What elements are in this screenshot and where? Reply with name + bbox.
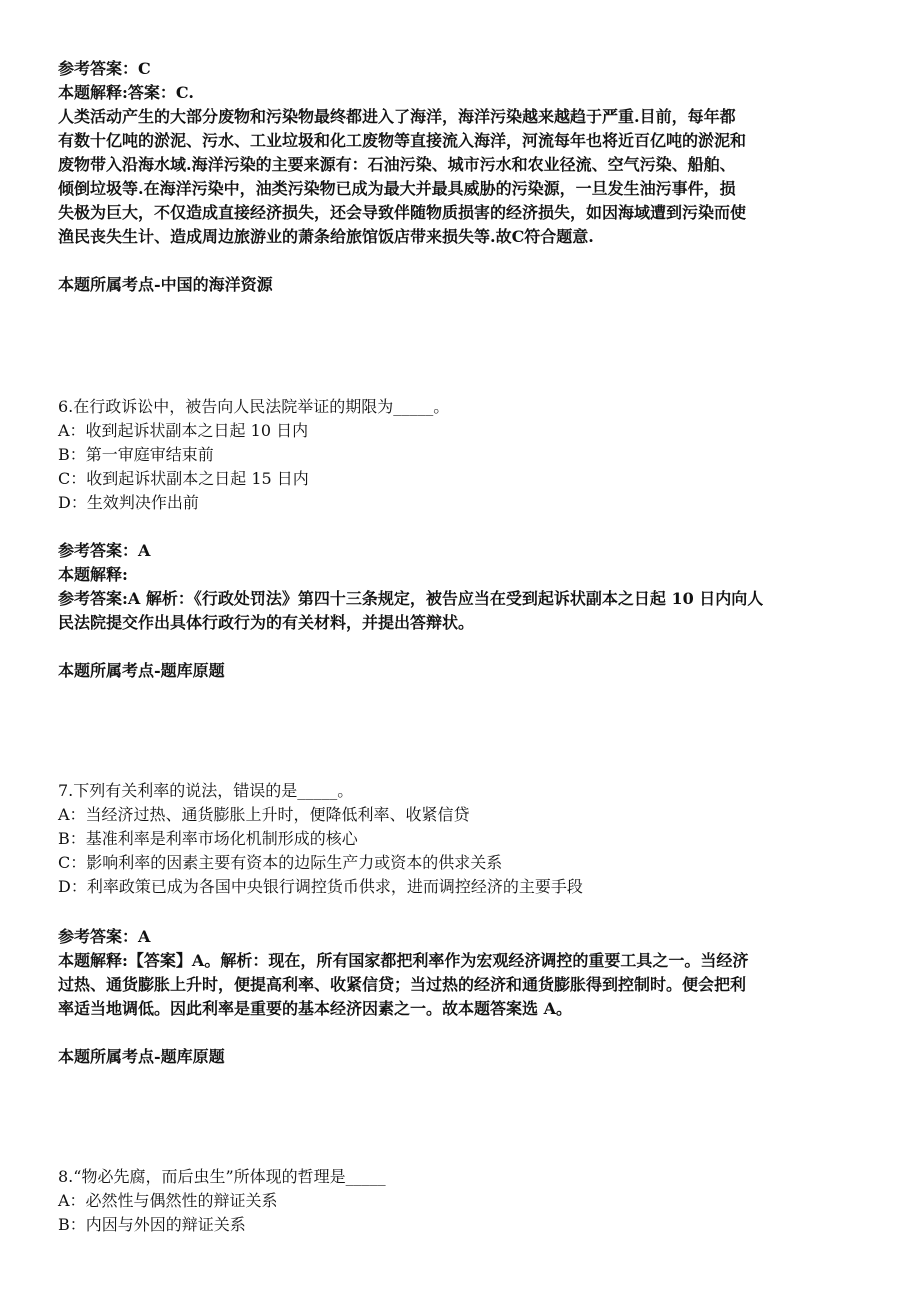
explanation-q5-line: 人类活动产生的大部分废物和污染物最终都进入了海洋，海洋污染越来越趋于严重.目前，每年都 — [58, 107, 736, 126]
option-q7-c: C：影响利率的因素主要有资本的边际生产力或资本的供求关系 — [58, 853, 503, 872]
explanation-q6-line: 参考答案:A 解析：《行政处罚法》第四十三条规定，被告应当在受到起诉状副本之日起 10 日内向人 — [58, 589, 764, 608]
option-q7-d: D：利率政策已成为各国中央银行调控货币供求，进而调控经济的主要手段 — [58, 877, 583, 896]
topic-q7: 本题所属考点-题库原题 — [58, 1047, 225, 1066]
explanation-q5-line: 倾倒垃圾等.在海洋污染中，油类污染物已成为最大并最具威胁的污染源，一旦发生油污事件，损 — [58, 179, 736, 198]
explanation-q5-line: 有数十亿吨的淤泥、污水、工业垃圾和化工废物等直接流入海洋，河流每年也将近百亿吨的淤泥和 — [58, 131, 747, 150]
option-q6-c: C：收到起诉状副本之日起 15 日内 — [58, 469, 309, 488]
answer-q6: 参考答案：A — [58, 541, 151, 560]
option-q7-b: B：基准利率是利率市场化机制形成的核心 — [58, 829, 358, 848]
option-q8-a: A：必然性与偶然性的辩证关系 — [58, 1191, 278, 1210]
option-q7-a: A：当经济过热、通货膨胀上升时，便降低利率、收紧信贷 — [58, 805, 470, 824]
option-q6-d: D：生效判决作出前 — [58, 493, 199, 512]
explanation-q7-line: 率适当地调低。因此利率是重要的基本经济因素之一。故本题答案选 A。 — [58, 999, 572, 1018]
explanation-q6-label: 本题解释: — [58, 565, 128, 584]
question-8: 8.“物必先腐，而后虫生”所体现的哲理是_____ — [58, 1167, 386, 1186]
topic-q6: 本题所属考点-题库原题 — [58, 661, 225, 680]
option-q8-b: B：内因与外因的辩证关系 — [58, 1215, 246, 1234]
option-q6-a: A：收到起诉状副本之日起 10 日内 — [58, 421, 309, 440]
explanation-q5-line: 失极为巨大，不仅造成直接经济损失，还会导致伴随物质损害的经济损失，如因海域遭到污染而使 — [58, 203, 747, 222]
question-6: 6.在行政诉讼中，被告向人民法院举证的期限为_____。 — [58, 397, 450, 416]
explanation-q7-line: 本题解释:【答案】A。解析：现在，所有国家都把利率作为宏观经济调控的重要工具之一。当经济 — [58, 951, 749, 970]
answer-q7: 参考答案：A — [58, 927, 151, 946]
explanation-q5-line: 渔民丧失生计、造成周边旅游业的萧条给旅馆饭店带来损失等.故C符合题意. — [58, 227, 594, 246]
option-q6-b: B：第一审庭审结束前 — [58, 445, 214, 464]
topic-q5: 本题所属考点-中国的海洋资源 — [58, 275, 273, 294]
answer-q5: 参考答案：C — [58, 59, 151, 78]
question-7: 7.下列有关利率的说法，错误的是_____。 — [58, 781, 354, 800]
explanation-q6-line: 民法院提交作出具体行政行为的有关材料，并提出答辩状。 — [58, 613, 475, 632]
explanation-q5-line: 本题解释:答案：C. — [58, 83, 194, 102]
explanation-q5-line: 废物带入沿海水域.海洋污染的主要来源有：石油污染、城市污水和农业径流、空气污染、船舶、 — [58, 155, 736, 174]
explanation-q7-line: 过热、通货膨胀上升时，便提高利率、收紧信贷；当过热的经济和通货膨胀得到控制时。便会把利 — [58, 975, 747, 994]
